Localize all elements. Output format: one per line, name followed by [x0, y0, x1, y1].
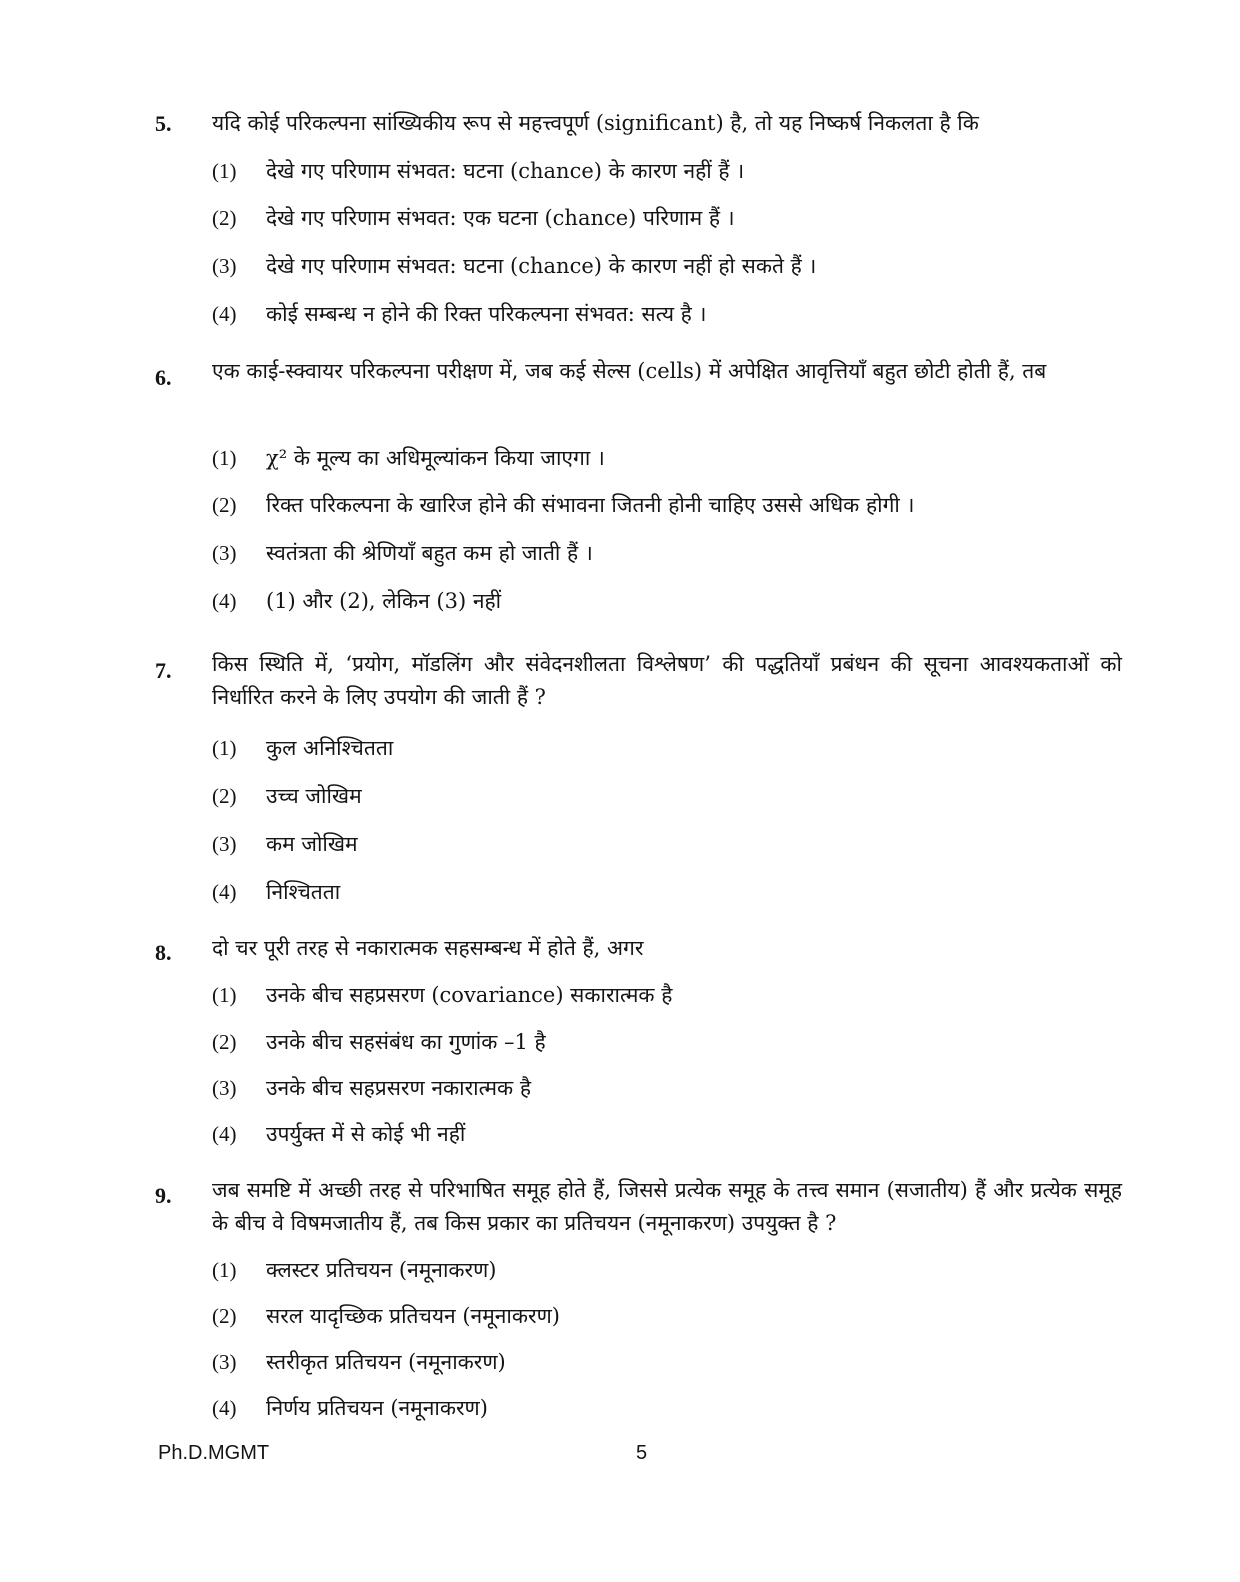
- option-number: (4): [212, 1396, 237, 1420]
- option-number: (4): [212, 302, 237, 326]
- option-3: [212, 826, 1112, 862]
- paper-code: Ph.D.MGMT: [158, 1442, 270, 1464]
- option-1: [212, 153, 1112, 189]
- option-text: χ² के मूल्य का अधिमूल्यांकन किया जाएगा ।: [266, 446, 605, 470]
- option-text: (1) और (2), लेकिन (3) नहीं: [266, 589, 502, 613]
- question-text: किस स्थिति में, ‘प्रयोग, मॉडलिंग और संवेदनशीलता विश्लेषण’ की पद्धतियाँ प्रबंधन की सूचना आवश्यकताओं को निर्धारित करने के लिए उपयोग की जाती हैं ?: [212, 652, 1122, 709]
- option-4: [212, 874, 1112, 910]
- option-text: स्तरीकृत प्रतिचयन (नमूनाकरण): [266, 1350, 506, 1374]
- question-number: 9.: [155, 1183, 172, 1208]
- option-text: उनके बीच सहप्रसरण (covariance) सकारात्मक है: [266, 983, 673, 1007]
- option-text: कम जोखिम: [266, 832, 358, 856]
- question-number: 6.: [155, 365, 172, 390]
- option-4: [212, 1390, 1112, 1426]
- option-1: [212, 730, 1112, 766]
- option-3: [212, 1070, 1112, 1106]
- option-3: [212, 535, 1112, 571]
- option-1: [212, 977, 1112, 1013]
- question-text: जब समष्टि में अच्छी तरह से परिभाषित समूह होते हैं, जिससे प्रत्येक समूह के तत्त्व समान (सजातीय) हैं और प्रत्येक समूह के बीच वे विषमजातीय हैं, तब किस प्रकार का प्रतिचयन (नमूनाकरण) उपयुक्त है ?: [212, 1178, 1122, 1235]
- option-text: देखे गए परिणाम संभवत: एक घटना (chance) परिणाम हैं ।: [266, 206, 735, 230]
- option-3: [212, 248, 1112, 284]
- option-number: (4): [212, 1122, 237, 1146]
- option-2: [212, 200, 1112, 236]
- option-4: [212, 583, 1112, 619]
- option-number: (3): [212, 541, 237, 565]
- option-number: (1): [212, 446, 237, 470]
- option-2: [212, 1024, 1112, 1060]
- page-number: 5: [636, 1442, 648, 1464]
- option-number: (3): [212, 1076, 237, 1100]
- option-number: (2): [212, 1030, 237, 1054]
- option-text: देखे गए परिणाम संभवत: घटना (chance) के कारण नहीं हैं ।: [266, 159, 745, 183]
- question-text: दो चर पूरी तरह से नकारात्मक सहसम्बन्ध में होते हैं, अगर: [212, 936, 644, 960]
- option-text: क्लस्टर प्रतिचयन (नमूनाकरण): [266, 1258, 497, 1282]
- option-2: [212, 487, 1112, 523]
- option-number: (3): [212, 254, 237, 278]
- option-text: रिक्त परिकल्पना के खारिज होने की संभावना जितनी होनी चाहिए उससे अधिक होगी ।: [266, 493, 915, 517]
- option-text: उपर्युक्त में से कोई भी नहीं: [266, 1122, 466, 1146]
- option-text: उनके बीच सहप्रसरण नकारात्मक है: [266, 1076, 532, 1100]
- option-text: निर्णय प्रतिचयन (नमूनाकरण): [266, 1396, 488, 1420]
- option-number: (4): [212, 589, 237, 613]
- option-text: स्वतंत्रता की श्रेणियाँ बहुत कम हो जाती हैं ।: [266, 541, 593, 565]
- option-text: कुल अनिश्चितता: [266, 736, 394, 760]
- option-number: (3): [212, 1350, 237, 1374]
- option-text: निश्चितता: [266, 880, 341, 904]
- option-3: [212, 1344, 1112, 1380]
- question-number: 8.: [155, 940, 172, 965]
- option-text: सरल यादृच्छिक प्रतिचयन (नमूनाकरण): [266, 1304, 560, 1328]
- option-number: (1): [212, 159, 237, 183]
- option-text: उनके बीच सहसंबंध का गुणांक –1 है: [266, 1030, 546, 1054]
- option-number: (1): [212, 983, 237, 1007]
- option-4: [212, 296, 1112, 332]
- option-number: (2): [212, 784, 237, 808]
- question-number: 7.: [155, 658, 172, 683]
- option-number: (4): [212, 880, 237, 904]
- question-text: यदि कोई परिकल्पना सांख्यिकीय रूप से महत्त्वपूर्ण (significant) है, तो यह निष्कर्ष निकलता है कि: [212, 111, 979, 135]
- option-number: (2): [212, 493, 237, 517]
- option-number: (3): [212, 832, 237, 856]
- option-4: [212, 1116, 1112, 1152]
- option-text: देखे गए परिणाम संभवत: घटना (chance) के कारण नहीं हो सकते हैं ।: [266, 254, 817, 278]
- option-number: (1): [212, 1258, 237, 1282]
- option-number: (1): [212, 736, 237, 760]
- option-number: (2): [212, 1304, 237, 1328]
- option-text: कोई सम्बन्ध न होने की रिक्त परिकल्पना संभवत: सत्य है ।: [266, 302, 707, 326]
- option-1: [212, 440, 1112, 476]
- option-2: [212, 1298, 1112, 1334]
- option-text: उच्च जोखिम: [266, 784, 362, 808]
- option-1: [212, 1252, 1112, 1288]
- option-number: (2): [212, 206, 237, 230]
- question-text: एक काई-स्क्वायर परिकल्पना परीक्षण में, जब कई सेल्स (cells) में अपेक्षित आवृत्तियाँ बहुत छोटी होती हैं, तब: [212, 359, 1047, 383]
- option-2: [212, 778, 1112, 814]
- question-number: 5.: [155, 111, 172, 136]
